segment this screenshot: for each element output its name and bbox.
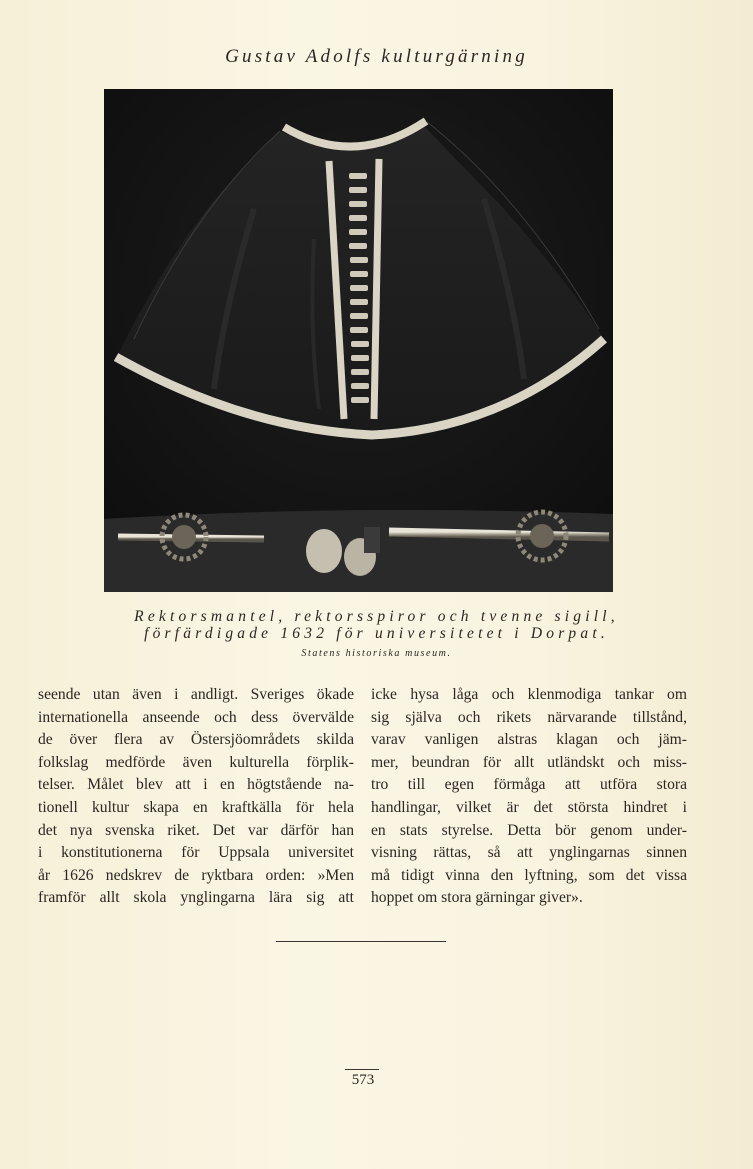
text-line: folkslag medförde även kulturella förplik- <box>38 753 354 771</box>
page-number-rule <box>345 1069 379 1070</box>
text-line: i konstitutionerna för Uppsala universitet <box>38 844 354 862</box>
text-line: tionell kultur skapa en kraftkälla för hela <box>38 798 354 816</box>
text-line: det nya svenska riket. Det var därför han <box>38 821 354 839</box>
text-line: icke hysa låga och klenmodiga tankar om <box>371 686 687 703</box>
caption-line-2: förfärdigade 1632 för universitetet i Dorpat. <box>144 625 609 642</box>
caption-credit: Statens historiska museum. <box>301 648 452 659</box>
text-line: visning rättas, så att ynglingarnas sinnen <box>371 844 687 862</box>
text-line: må tidigt vinna den lyftning, som det vissa <box>371 866 687 884</box>
photo-plate <box>104 89 613 592</box>
text-line: seende utan även i andligt. Sveriges ökade <box>38 686 354 703</box>
caption-line-1: Rektorsmantel, rektorsspiror och tvenne sigill, <box>134 608 619 625</box>
text-line: mer, beundran för allt utländskt och miss- <box>371 753 687 771</box>
text-line: en stats styrelse. Detta bör genom under- <box>371 821 687 839</box>
text-line: framför allt skola ynglingarna lära sig att <box>38 889 354 907</box>
section-divider <box>276 941 446 942</box>
text-line: de över flera av Östersjöområdets skilda <box>38 731 354 749</box>
body-column-left <box>38 684 354 910</box>
text-line: tro till egen förmåga att utföra stora <box>371 776 687 794</box>
running-head: Gustav Adolfs kulturgärning <box>225 46 528 67</box>
text-line: hoppet om stora gärningar giver». <box>371 889 583 907</box>
text-line: telser. Målet blev att i en högtstående na- <box>38 776 354 794</box>
text-line: sig själva och rikets närvarande tillstånd, <box>371 708 687 726</box>
page-number: 573 <box>351 1072 375 1088</box>
text-line: internationella anseende och dess övervälde <box>38 708 354 726</box>
body-column-right <box>371 684 687 910</box>
text-line: år 1626 nedskrev de ryktbara orden: »Men <box>38 866 354 884</box>
text-line: handlingar, vilket är det största hindret i <box>371 798 687 816</box>
text-line: varav vanligen alstras klagan och jäm- <box>371 731 687 749</box>
mantle-scepters-photo <box>104 89 613 592</box>
